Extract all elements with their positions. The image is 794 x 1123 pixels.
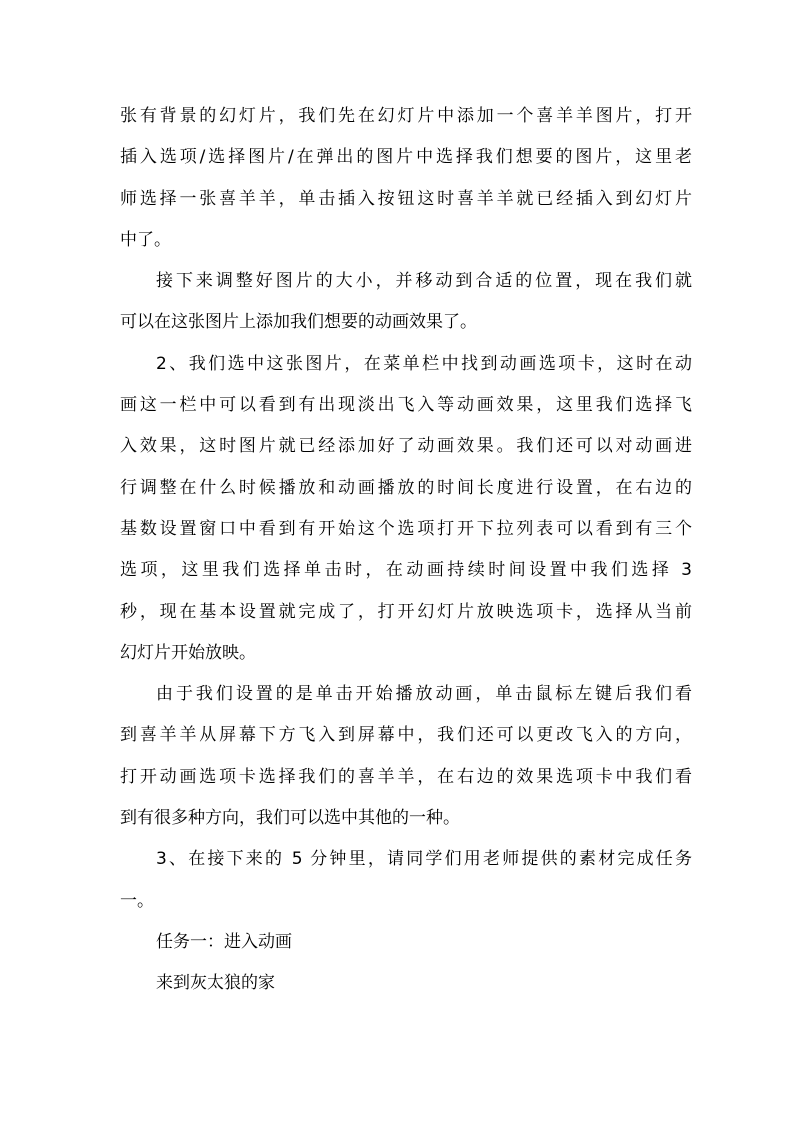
text-line: 秒，现在基本设置就完成了，打开幻灯片放映选项卡，选择从当前 — [120, 601, 692, 622]
text-line: 画这一栏中可以看到有出现淡出飞入等动画效果，这里我们选择飞 — [120, 395, 692, 416]
text-line: 到有很多种方向，我们可以选中其他的一种。 — [120, 808, 460, 829]
paragraph-first-line: 2、我们选中这张图片，在菜单栏中找到动画选项卡，这时在动 — [156, 353, 692, 374]
text-line: 一。 — [120, 890, 154, 911]
text-line: 打开动画选项卡选择我们的喜羊羊，在右边的效果选项卡中我们看 — [120, 766, 692, 787]
paragraph-first-line: 由于我们设置的是单击开始播放动画，单击鼠标左键后我们看 — [156, 684, 692, 705]
text-line: 插入选项/选择图片/在弹出的图片中选择我们想要的图片，这里老 — [120, 147, 692, 168]
text-line: 入效果，这时图片就已经添加好了动画效果。我们还可以对动画进 — [120, 436, 692, 457]
text-line: 中了。 — [120, 229, 171, 250]
paragraph-first-line: 3、在接下来的 5 分钟里，请同学们用老师提供的素材完成任务 — [156, 849, 692, 870]
text-line: 基数设置窗口中看到有开始这个选项打开下拉列表可以看到有三个 — [120, 518, 692, 539]
text-line: 行调整在什么时候播放和动画播放的时间长度进行设置，在右边的 — [120, 477, 692, 498]
text-line: 选项，这里我们选择单击时，在动画持续时间设置中我们选择 3 — [120, 560, 692, 581]
text-line: 可以在这张图片上添加我们想要的动画效果了。 — [120, 312, 477, 333]
paragraph-first-line: 接下来调整好图片的大小，并移动到合适的位置，现在我们就 — [156, 271, 692, 292]
document-body — [120, 96, 692, 1005]
task-heading: 任务一：进入动画 — [156, 931, 292, 952]
text-line: 幻灯片开始放映。 — [120, 642, 256, 663]
text-line: 到喜羊羊从屏幕下方飞入到屏幕中，我们还可以更改飞入的方向， — [120, 725, 692, 746]
task-subheading: 来到灰太狼的家 — [156, 973, 275, 994]
text-line: 师选择一张喜羊羊，单击插入按钮这时喜羊羊就已经插入到幻灯片 — [120, 188, 692, 209]
text-line: 张有背景的幻灯片，我们先在幻灯片中添加一个喜羊羊图片，打开 — [120, 106, 692, 126]
